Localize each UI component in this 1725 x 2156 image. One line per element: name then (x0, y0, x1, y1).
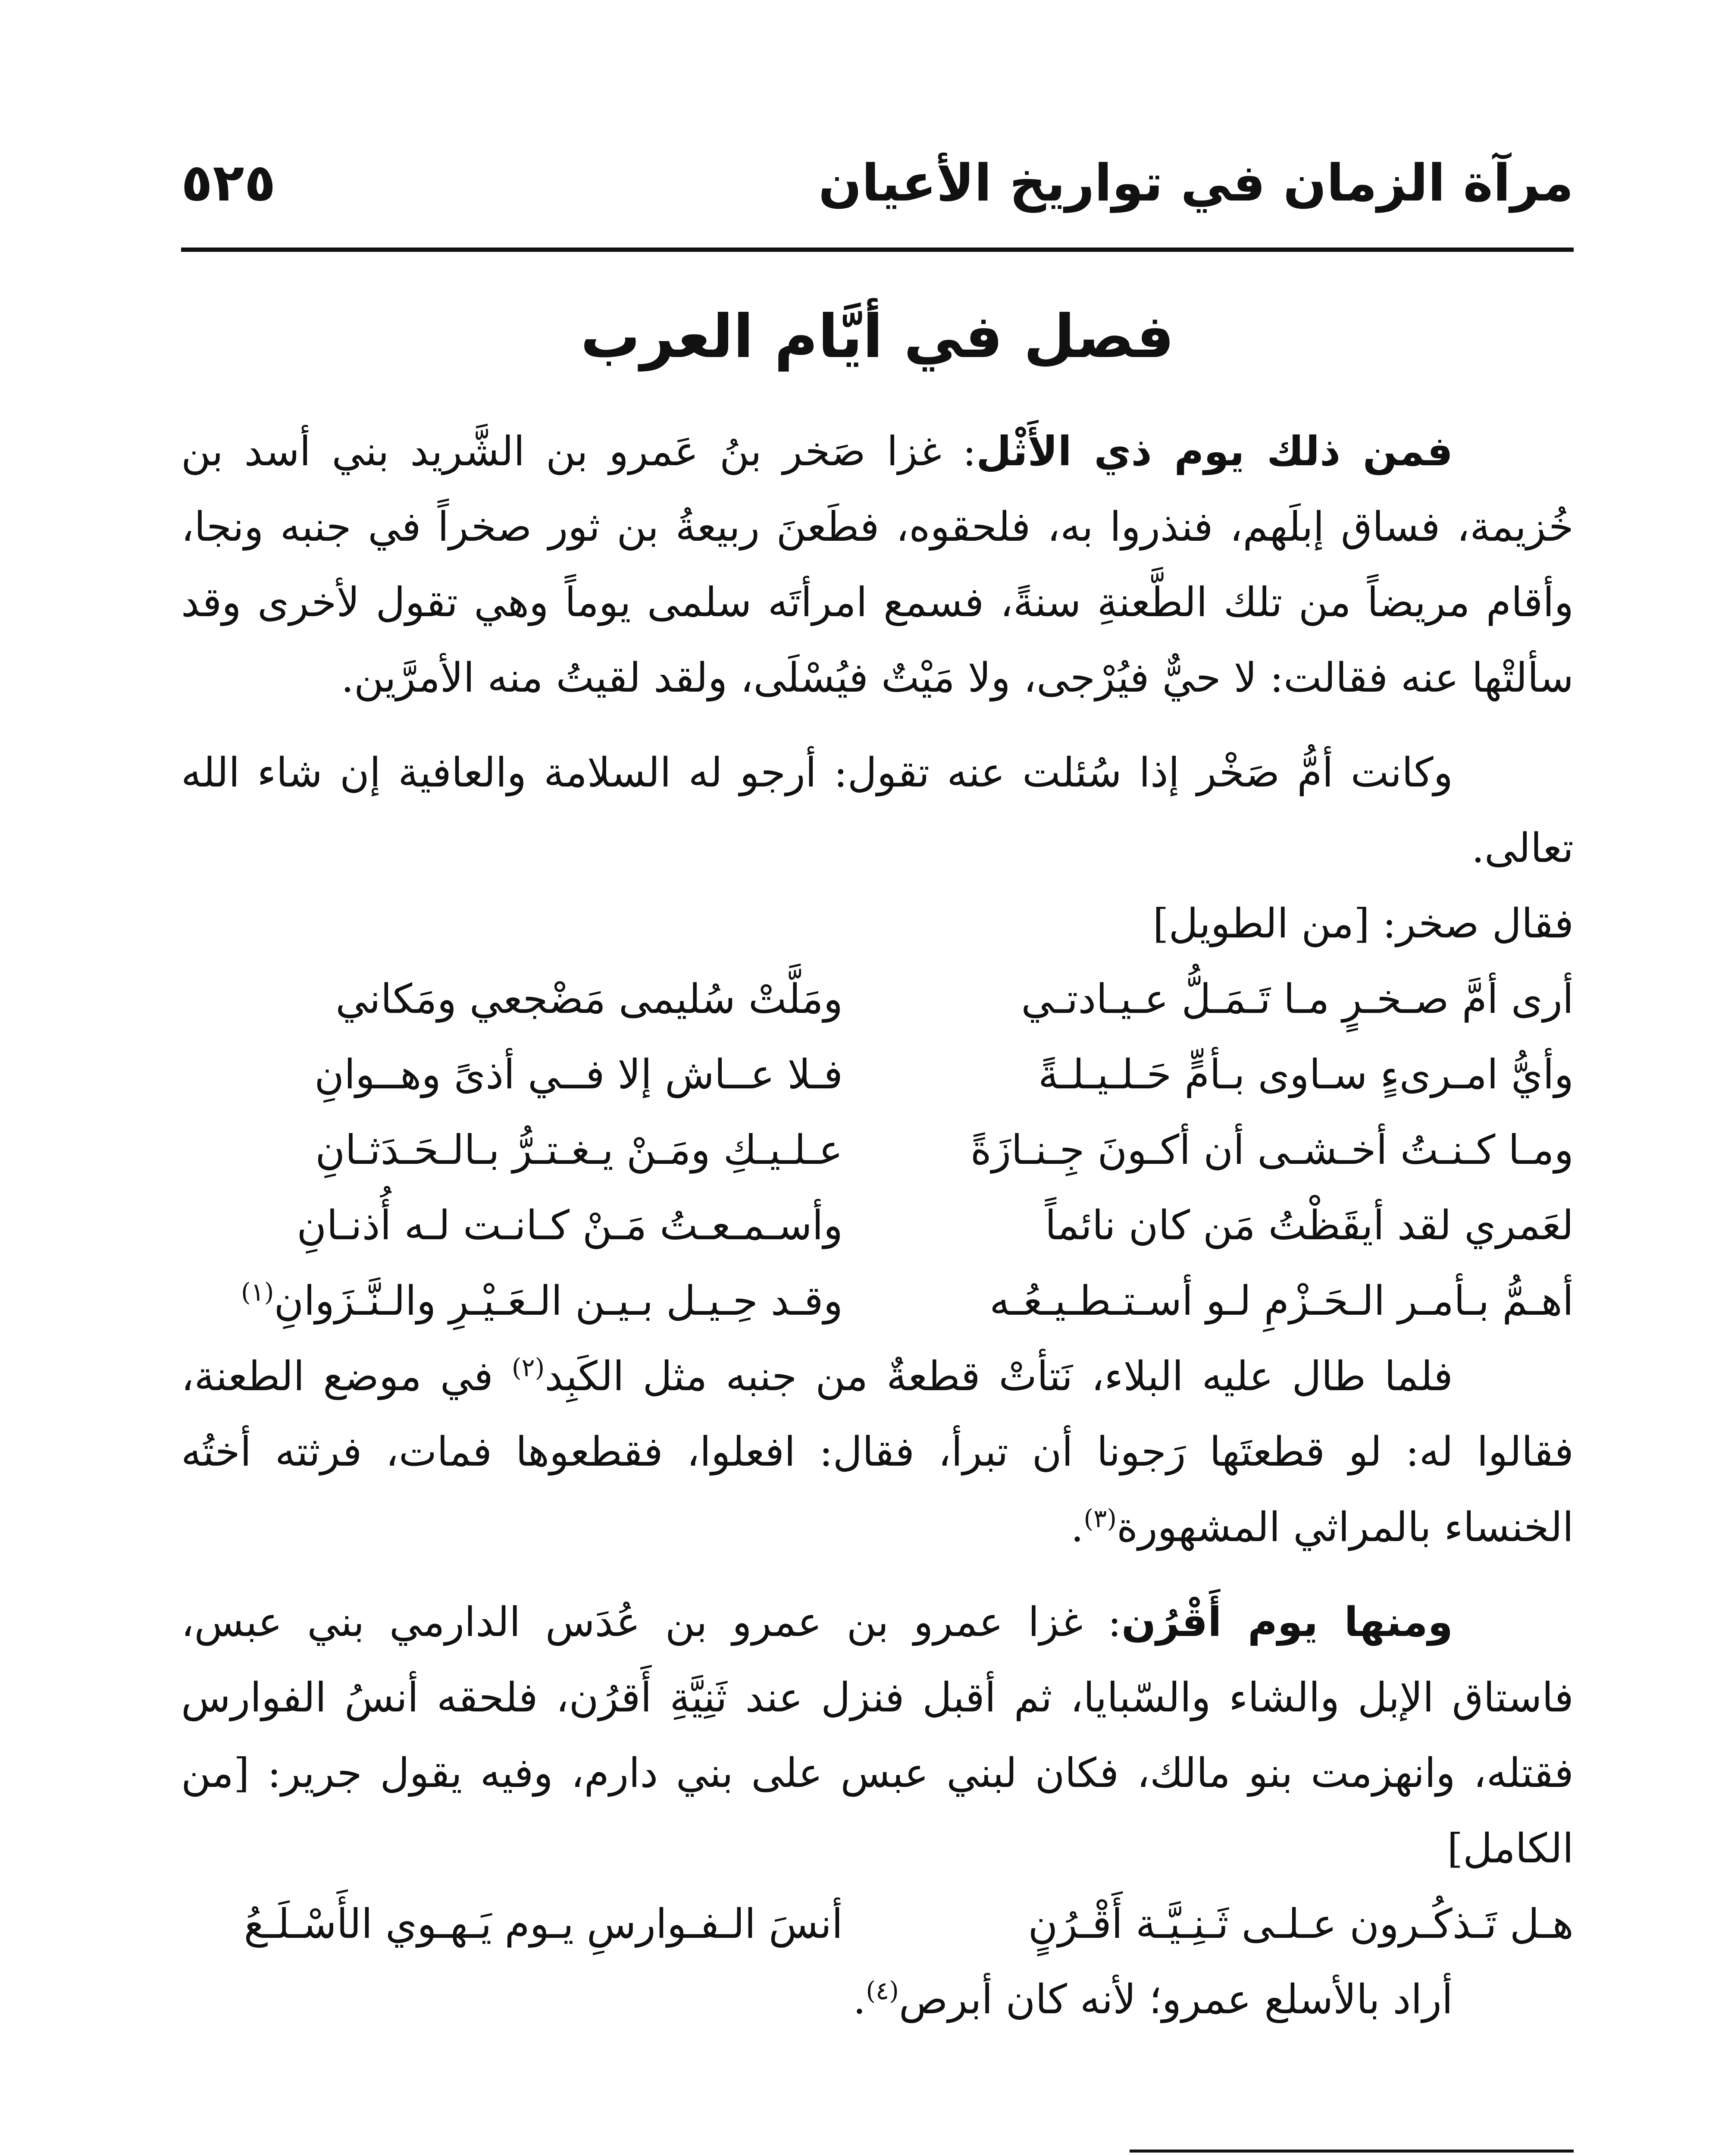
footnote-marker: (١) (241, 1277, 274, 1307)
poem-hemistich: وأيُّ امـرىءٍ سـاوى بـأمٍّ حَـلـيـلـةً (1038, 1051, 1574, 1098)
poem-hemistich: وأسـمـعـتُ مَـنْ كـانـت لـه أُذنـانِ (297, 1202, 843, 1249)
poem-hemistich: عـلـيـكِ ومَـنْ يـغـتـرُّ بـالـحَـدَثـانِ (315, 1127, 843, 1174)
paragraph-4: فلما طال عليه البلاء، نَتأتْ قطعةٌ من جنبه مثل الكَبِد$^{(٢)}$ في موضع الطعنة، فقالوا له: لو قطعتَها رَجونا أن تبرأ، فقال: افعلوا، فقطعوها فمات، فرثته أختُه الخنساء بالمراثي المشهورة$^{(٣)}$. (181, 1353, 1574, 1551)
poem-hemistich: وقـد حِـيـل بـيـن الـعَـيْـرِ والـنَّـزَوانِ$^{(١)}$ (241, 1277, 843, 1325)
poem-hemistich: فـلا عــاش إلا فــي أذىً وهــوانِ (314, 1051, 843, 1098)
footnote-marker: (٤) (866, 1976, 899, 2006)
running-title: مرآة الزمان في تواريخ الأعيان (818, 153, 1574, 213)
page-header (181, 153, 1574, 226)
page-number: ٥٢٥ (181, 153, 276, 213)
paragraph-3: فقال صخر: [من الطويل] (1152, 900, 1574, 947)
header-rule (181, 248, 1574, 252)
poem-hemistich: لعَمري لقد أيقَظْتُ مَن كان نائماً (1045, 1202, 1574, 1249)
poem-hemistich: ومَلَّتْ سُليمى مَضْجعي ومَكاني (335, 976, 843, 1023)
section-title: فصل في أيَّام العرب (580, 302, 1174, 371)
poem-hemistich: أهـمُّ بـأمـر الـحَـزْمِ لـو أسـتـطـيـعُـه (989, 1278, 1574, 1325)
paragraph-text: : غزا صَخر بنُ عَمرو بن الشَّريد بني أسد بن خُزيمة، فساق إبلَهم، فنذروا به، فلحقوه، فطَعنَ ربيعةُ بن ثور صخراً في جنبه ونجا، وأقام مريضاً من تلك الطَّعنةِ سنةً، فسمع امرأتَه سلمى يوماً وهي تقول لأخرى وقد سألتْها عنه فقالت: لا حيٌّ فيُرْجى، ولا مَيْتٌ فيُسْلَى، ولقد لقيتُ منه الأمرَّين. (181, 428, 1574, 702)
poem-hemistich: أنسَ الـفـوارسِ يـوم يَـهـوي الأَسْـلَـعُ (244, 1901, 843, 1948)
paragraph-lead: ومنها يوم أَقْرُن (1121, 1599, 1453, 1646)
poem-hemistich: ومـا كـنـتُ أخـشـى أن أكـونَ جِـنـازَةً (970, 1127, 1574, 1174)
paragraph-text: : غزا عمرو بن عمرو بن عُدَس الدارمي بني عبس، فاستاق الإبل والشاء والسّبايا، ثم أقبل فنزل عند ثَنِيَّةِ أَقرُن، فلحقه أنسُ الفوارس فقتله، وانهزمت بنو مالك، فكان لبني عبس على بني دارم، وفيه يقول جرير: [من الكامل] (181, 1599, 1574, 1872)
main-text (181, 414, 1574, 2037)
paragraph-1 (181, 414, 1574, 716)
poem-hemistich: أرى أمَّ صـخـرٍ مـا تَـمَـلُّ عـيـادتـي (1021, 976, 1574, 1023)
paragraph-2: وكانت أمُّ صَخْر إذا سُئلت عنه تقول: أرجو له السلامة والعافية إن شاء الله تعالى. (181, 749, 1574, 872)
paragraph-5 (181, 1585, 1574, 1887)
poem-hemistich: هـل تَـذكُـرون عـلـى ثَـنِـيَّـة أَقْـرُنٍ (1028, 1901, 1574, 1948)
poem-1 (181, 962, 1574, 1339)
footnote-marker: (٣) (1083, 1504, 1117, 1533)
paragraph-6: أراد بالأسلع عمرو؛ لأنه كان أبرص$^{(٤)}$. (853, 1976, 1453, 2023)
footnote-marker: (٢) (511, 1353, 545, 1382)
footnote-rule (1130, 2150, 1574, 2153)
paragraph-lead: فمن ذلك يوم ذي الأَثْل (976, 428, 1453, 475)
poem-2 (181, 1887, 1574, 1962)
